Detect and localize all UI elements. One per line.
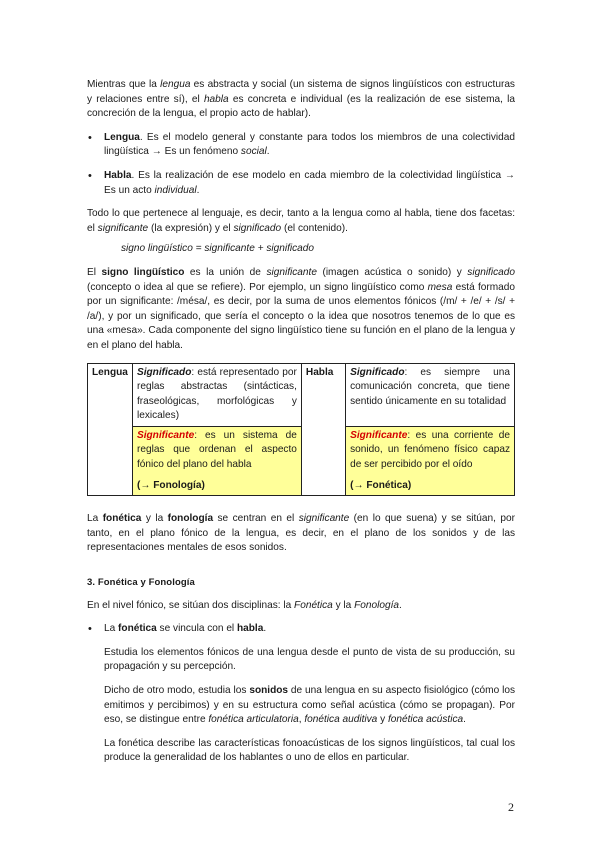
nivel-paragraph <box>87 599 515 614</box>
text: Mientras que la <box>87 79 161 90</box>
text: es concreta e individual (es la realización de ese sistema, la concreción de la lengua, el propio acto de hablar). <box>87 93 515 120</box>
text: Dicho de otro modo, estudia los <box>104 685 250 696</box>
text: (el contenido). <box>281 222 348 234</box>
term-significado: significado <box>467 266 515 278</box>
term-habla: habla <box>203 93 229 105</box>
cell-tag: (→ Fonología) <box>136 479 205 491</box>
term-mesa: mesa <box>427 281 453 293</box>
cell-term: Significado <box>350 366 405 378</box>
term-habla: habla <box>236 623 264 635</box>
text: (imagen acústica o sonido) y <box>316 266 468 278</box>
cell-term: Significante <box>350 429 408 441</box>
text: La <box>104 623 119 635</box>
cell-term: Significante <box>136 429 195 441</box>
text: (la expresión) y el <box>148 222 234 234</box>
cell-text: : está representado por reglas abstractas (sintácticas, fraseológicas, morfológicas y lexicales) <box>136 366 297 422</box>
term-signo: signo lingüístico <box>101 266 185 278</box>
term-fonetica: fonética <box>102 513 142 525</box>
text: (en lo que suena) y se sitúan, por tanto, en el plano fónico de la lengua, es decir, en el plano de los sonidos y de las representaciones mentales de esos sonidos. <box>87 513 515 554</box>
text: En el nivel fónico, se sitúan dos disciplinas: la <box>87 599 295 611</box>
cell-text: : es siempre una comunicación concreta, que tiene sentido únicamente en su totalidad <box>350 366 510 407</box>
cell-text: : es un sistema de reglas que ordenan el aspecto fónico del plano del habla <box>136 429 297 471</box>
bullet-italic: individual <box>154 184 197 196</box>
term-articulatoria: fonética articulatoria <box>208 714 299 726</box>
text: se centran en el <box>213 513 299 525</box>
term-significante: significante <box>266 266 317 278</box>
lengua-significante-cell <box>132 426 301 495</box>
term-fonetica: fonética <box>118 623 157 635</box>
bullet-text: . Es la realización de ese modelo en cada miembro de la colectividad lingüística → Es un acto <box>104 169 515 196</box>
habla-significado-cell <box>346 363 515 426</box>
term-auditiva: fonética auditiva <box>304 714 378 726</box>
text: . <box>399 599 402 611</box>
text: Todo lo que pertenece al lenguaje, es decir, tanto a la lengua como al habla, tiene dos facetas: el <box>87 208 515 234</box>
cell-text: : es una corriente de sonido, un fenómeno físico capaz de ser percibido por el oído <box>350 429 510 471</box>
text: se vincula con el <box>156 623 237 635</box>
fonetica-paragraph <box>87 512 515 556</box>
text: es abstracta y social (un sistema de signos lingüísticos con estructuras y relaciones entre sí), el <box>87 79 515 105</box>
habla-label: Habla <box>301 363 345 496</box>
bullet-habla <box>87 169 515 198</box>
term-significado: significado <box>233 222 282 234</box>
text: es la unión de <box>184 266 267 278</box>
fonetica-p2 <box>87 684 515 728</box>
text: . <box>263 623 267 635</box>
facets-paragraph <box>87 207 515 236</box>
text: La <box>87 513 103 525</box>
text: El <box>87 266 102 278</box>
intro-paragraph <box>87 78 515 122</box>
table-row <box>88 426 515 495</box>
page-content <box>87 78 515 775</box>
text: y la <box>141 513 168 525</box>
cell-term: Significado <box>136 366 192 378</box>
bullet-fonetica <box>87 622 515 637</box>
bullet-term: Habla <box>104 169 132 181</box>
table-row <box>88 363 515 426</box>
term-significante: significante <box>97 222 149 234</box>
bullet-term: Lengua <box>104 131 140 143</box>
text: y la <box>332 599 355 611</box>
term-fonetica: Fonética <box>294 599 333 611</box>
cell-tag: (→ Fonética) <box>350 479 412 491</box>
bullet-lengua <box>87 131 515 160</box>
habla-significante-cell <box>346 426 515 495</box>
signo-paragraph <box>87 266 515 354</box>
formula: signo lingüístico = significante + significado <box>121 243 315 255</box>
text: y <box>377 714 388 726</box>
fonetica-p3: La fonética describe las características fonoacústicas de los signos lingüísticos, tal cual los produce la generalidad de los hablantes o uno de ellos en particular. <box>104 737 515 764</box>
term-lengua: lengua <box>160 79 191 90</box>
bullet-text: . Es el modelo general y constante para todos los miembros de una colectividad lingüística → Es un fenómeno <box>104 131 515 158</box>
text: , <box>298 714 305 726</box>
bullet-end: . <box>266 146 270 158</box>
text: de una lengua en su aspecto fisiológico (cómo los emitimos y percibimos) y en su estructura como señal acústica (cómo se propagan). Por eso, se distingue entre <box>104 685 515 726</box>
term-acustica: fonética acústica <box>387 714 464 726</box>
lengua-label: Lengua <box>88 363 133 496</box>
term-fonologia: fonología <box>167 513 214 525</box>
fonetica-p1: Estudia los elementos fónicos de una lengua desde el punto de vista de su producción, su propagación y su percepción. <box>104 646 515 673</box>
text: (concepto o idea al que se refiere). Por ejemplo, un signo lingüístico como <box>87 281 428 293</box>
bullet-italic: social <box>240 146 267 158</box>
text: . <box>463 714 466 726</box>
lengua-significado-cell <box>132 363 301 426</box>
term-fonologia: Fonología <box>354 599 399 611</box>
section-title: 3. Fonética y Fonología <box>87 577 195 589</box>
comparison-table <box>87 363 515 497</box>
term-sonidos: sonidos <box>249 685 289 696</box>
page-number: 2 <box>508 800 514 814</box>
text: está formado por un significante: /mésa/, es decir, por la suma de unos elementos fónicos (/m/ + /e/ + /s/ + /a/), y por un significado, que sería el concepto o la idea que nosotros tenemos de lo que es una «mesa». Cada componente del signo lingüístico tiene su función en el plano de la lengua y en el plano del habla. <box>87 281 516 351</box>
bullet-end: . <box>196 184 200 196</box>
term-significante: significante <box>298 513 350 525</box>
